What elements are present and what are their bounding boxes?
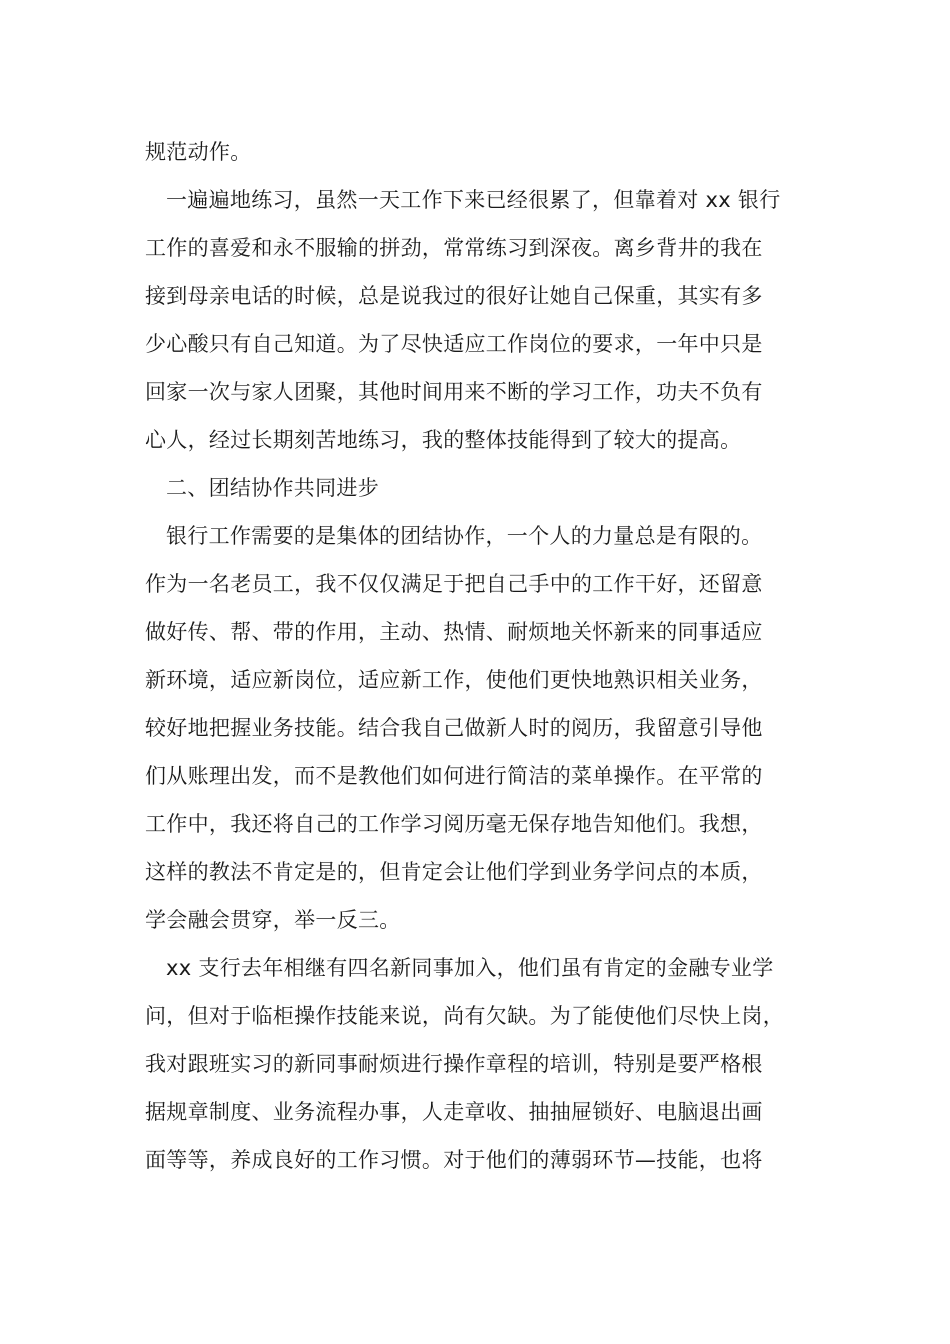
paragraph-start-line: 银行工作需要的是集体的团结协作，一个人的力量总是有限的。 xyxy=(166,524,763,548)
text-line: 回家一次与家人团聚，其他时间用来不断的学习工作，功夫不负有 xyxy=(145,380,763,404)
section-heading: 二、团结协作共同进步 xyxy=(166,476,379,500)
text-line: 工作中，我还将自己的工作学习阅历毫无保存地告知他们。我想， xyxy=(145,812,763,836)
text-line: 作为一名老员工，我不仅仅满足于把自己手中的工作干好，还留意 xyxy=(145,572,763,596)
text-line: 面等等，养成良好的工作习惯。对于他们的薄弱环节—技能，也将 xyxy=(145,1148,763,1172)
text-line: 心人，经过长期刻苦地练习，我的整体技能得到了较大的提高。 xyxy=(145,428,742,452)
paragraph-start-line: 一遍遍地练习，虽然一天工作下来已经很累了，但靠着对 xx 银行 xyxy=(166,188,781,212)
paragraph-start-line: xx 支行去年相继有四名新同事加入，他们虽有肯定的金融专业学 xyxy=(166,956,774,980)
body-text xyxy=(145,128,825,1184)
text-line: 问，但对于临柜操作技能来说，尚有欠缺。为了能使他们尽快上岗， xyxy=(145,1004,784,1028)
text-line: 们从账理出发，而不是教他们如何进行简洁的菜单操作。在平常的 xyxy=(145,764,763,788)
text-line: 新环境，适应新岗位，适应新工作，使他们更快地熟识相关业务， xyxy=(145,668,763,692)
text-line: 据规章制度、业务流程办事，人走章收、抽抽屉锁好、电脑退出画 xyxy=(145,1100,763,1124)
text-line: 较好地把握业务技能。结合我自己做新人时的阅历，我留意引导他 xyxy=(145,716,763,740)
text-line: 少心酸只有自己知道。为了尽快适应工作岗位的要求，一年中只是 xyxy=(145,332,763,356)
text-line: 这样的教法不肯定是的，但肯定会让他们学到业务学问点的本质， xyxy=(145,860,763,884)
text-line: 工作的喜爱和永不服输的拼劲，常常练习到深夜。离乡背井的我在 xyxy=(145,236,763,260)
text-line: 做好传、帮、带的作用，主动、热情、耐烦地关怀新来的同事适应 xyxy=(145,620,763,644)
text-line: 学会融会贯穿，举一反三。 xyxy=(145,908,401,932)
text-line: 接到母亲电话的时候，总是说我过的很好让她自己保重，其实有多 xyxy=(145,284,763,308)
text-line: 规范动作。 xyxy=(145,140,252,164)
text-line: 我对跟班实习的新同事耐烦进行操作章程的培训，特别是要严格根 xyxy=(145,1052,763,1076)
